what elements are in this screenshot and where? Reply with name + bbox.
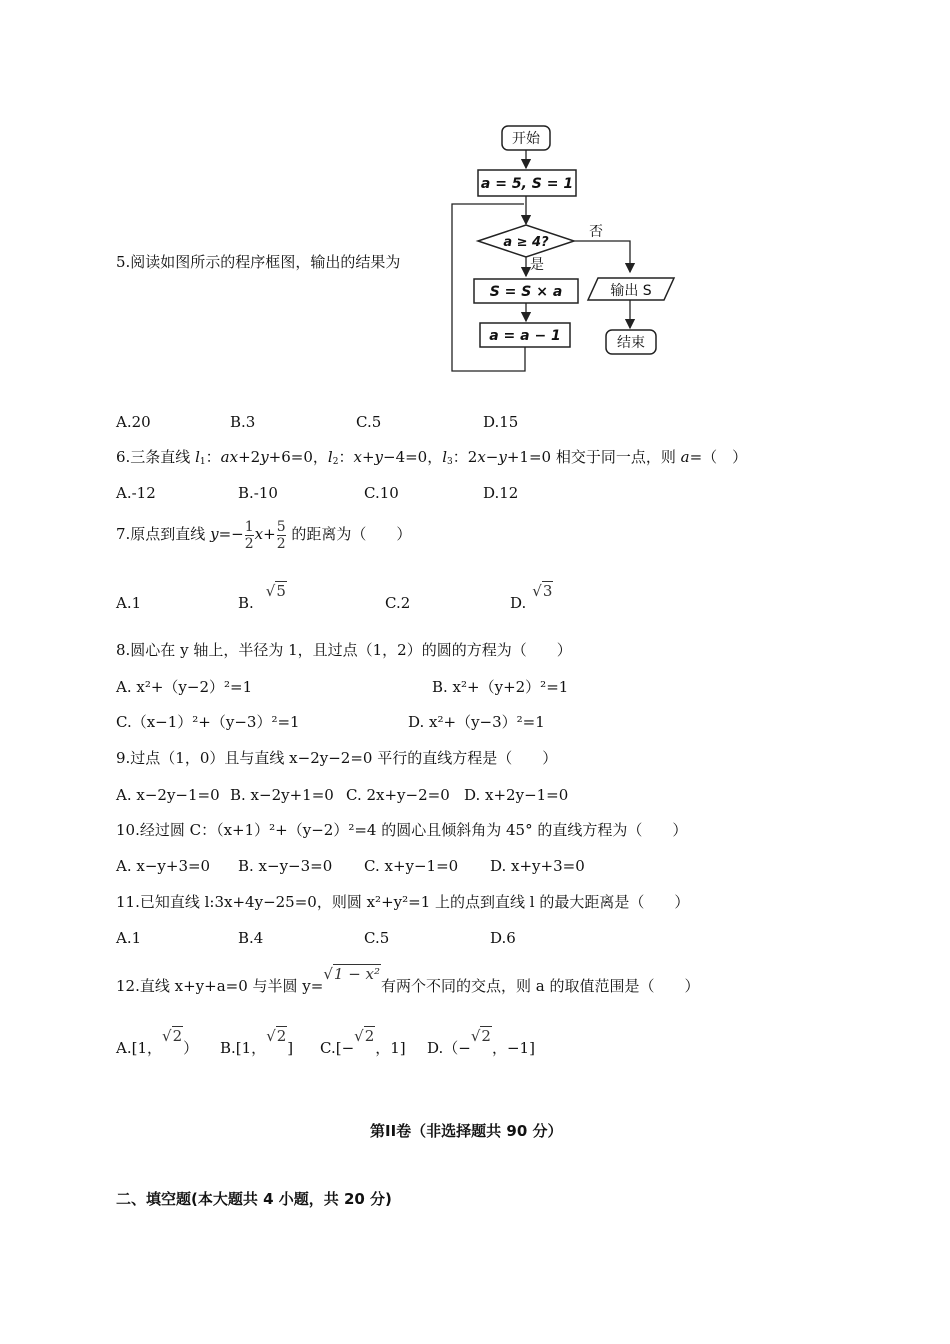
q12-stem: 12.直线 x+y+a=0 与半圆 y=√1 − x²有两个不同的交点，则 a 的取值范围是（ ） [116, 965, 700, 995]
q6-option-d: D.12 [483, 484, 519, 502]
q9-option-c: C. 2x+y−2=0 [346, 786, 450, 804]
q5-option-b: B.3 [230, 413, 256, 431]
start-label: 开始 [512, 131, 540, 147]
q5-option-a: A.20 [116, 413, 151, 431]
q6-option-b: B.-10 [238, 484, 278, 502]
q6-option-a: A.-12 [116, 484, 156, 502]
q6-option-c: C.10 [364, 484, 399, 502]
q10-option-a: A. x−y+3=0 [116, 857, 211, 875]
q9-option-a: A. x−2y−1=0 [116, 786, 220, 804]
no-label: 否 [589, 224, 603, 240]
yes-label: 是 [530, 257, 544, 273]
q5-stem: 5.阅读如图所示的程序框图，输出的结果为 [116, 253, 401, 271]
sqrt-5: √5 [265, 582, 286, 600]
q12-option-b: B.[1，√2] [220, 1027, 294, 1057]
q11-option-d: D.6 [490, 929, 516, 947]
q7-option-b: B.√5 [238, 582, 286, 612]
q11-option-b: B.4 [238, 929, 264, 947]
sqrt-2-b: √2 [266, 1027, 287, 1045]
q10-option-d: D. x+y+3=0 [490, 857, 585, 875]
q5-option-c: C.5 [356, 413, 382, 431]
fraction-one-half: $\frac{1}{2}$ [244, 518, 254, 552]
sqrt-2-c: √2 [354, 1027, 375, 1045]
sqrt-2-a: √2 [162, 1027, 183, 1045]
decrement-label: a = a − 1 [489, 328, 561, 344]
q9-stem: 9.过点（1，0）且与直线 x−2y−2=0 平行的直线方程是（ ） [116, 749, 558, 767]
flowchart [440, 118, 690, 380]
q12-option-d: D.（−√2，−1] [427, 1027, 535, 1057]
q9-option-b: B. x−2y+1=0 [230, 786, 334, 804]
section-ii-title: 第II卷（非选择题共 90 分） [370, 1122, 563, 1140]
output-label: 输出 S [610, 283, 652, 299]
q7-option-c: C.2 [385, 594, 411, 612]
end-label: 结束 [617, 335, 645, 351]
fraction-five-halves: $\frac{5}{2}$ [276, 518, 286, 552]
q8-stem: 8.圆心在 y 轴上，半径为 1，且过点（1，2）的圆的方程为（ ） [116, 641, 572, 659]
q11-option-c: C.5 [364, 929, 390, 947]
condition-label: a ≥ 4? [503, 235, 549, 250]
sqrt-2-d: √2 [470, 1027, 491, 1045]
q7-stem: 7.原点到直线 y=− $\frac{1}{2}$ x+ $\frac{5}{2}$ 的距离为（ ） [116, 518, 412, 552]
q11-option-a: A.1 [116, 929, 142, 947]
q8-option-a: A. x²+（y−2）²=1 [116, 678, 253, 696]
q10-stem: 10.经过圆 C：（x+1）²+（y−2）²=4 的圆心且倾斜角为 45° 的直线方程为（ ） [116, 821, 688, 839]
q5-option-d: D.15 [483, 413, 519, 431]
q8-option-c: C.（x−1）²+（y−3）²=1 [116, 713, 300, 731]
multiply-label: S = S × a [489, 284, 563, 300]
q8-option-d: D. x²+（y−3）²=1 [408, 713, 545, 731]
q9-option-d: D. x+2y−1=0 [464, 786, 569, 804]
q11-stem: 11.已知直线 l:3x+4y−25=0，则圆 x²+y²=1 上的点到直线 l 的最大距离是（ ） [116, 893, 690, 911]
q6-stem: 6.三条直线 $l_1$：ax+2y+6=0，$l_2$：x+y−4=0，$l_3$：2x−y+1=0 相交于同一点，则 a=（ ） [116, 448, 748, 467]
q12-option-a: A.[1，√2） [116, 1027, 199, 1057]
fill-in-section-title: 二、填空题(本大题共 4 小题，共 20 分) [116, 1190, 392, 1208]
q12-option-c: C.[−√2，1] [320, 1027, 406, 1057]
sqrt-one-minus-x-squared: √1 − x² [323, 965, 381, 983]
q7-option-a: A.1 [116, 594, 142, 612]
q10-option-c: C. x+y−1=0 [364, 857, 459, 875]
init-label: a = 5, S = 1 [480, 176, 574, 192]
q8-option-b: B. x²+（y+2）²=1 [432, 678, 569, 696]
sqrt-3: √3 [532, 582, 553, 600]
q10-option-b: B. x−y−3=0 [238, 857, 333, 875]
q7-option-d: D.√3 [510, 582, 553, 612]
